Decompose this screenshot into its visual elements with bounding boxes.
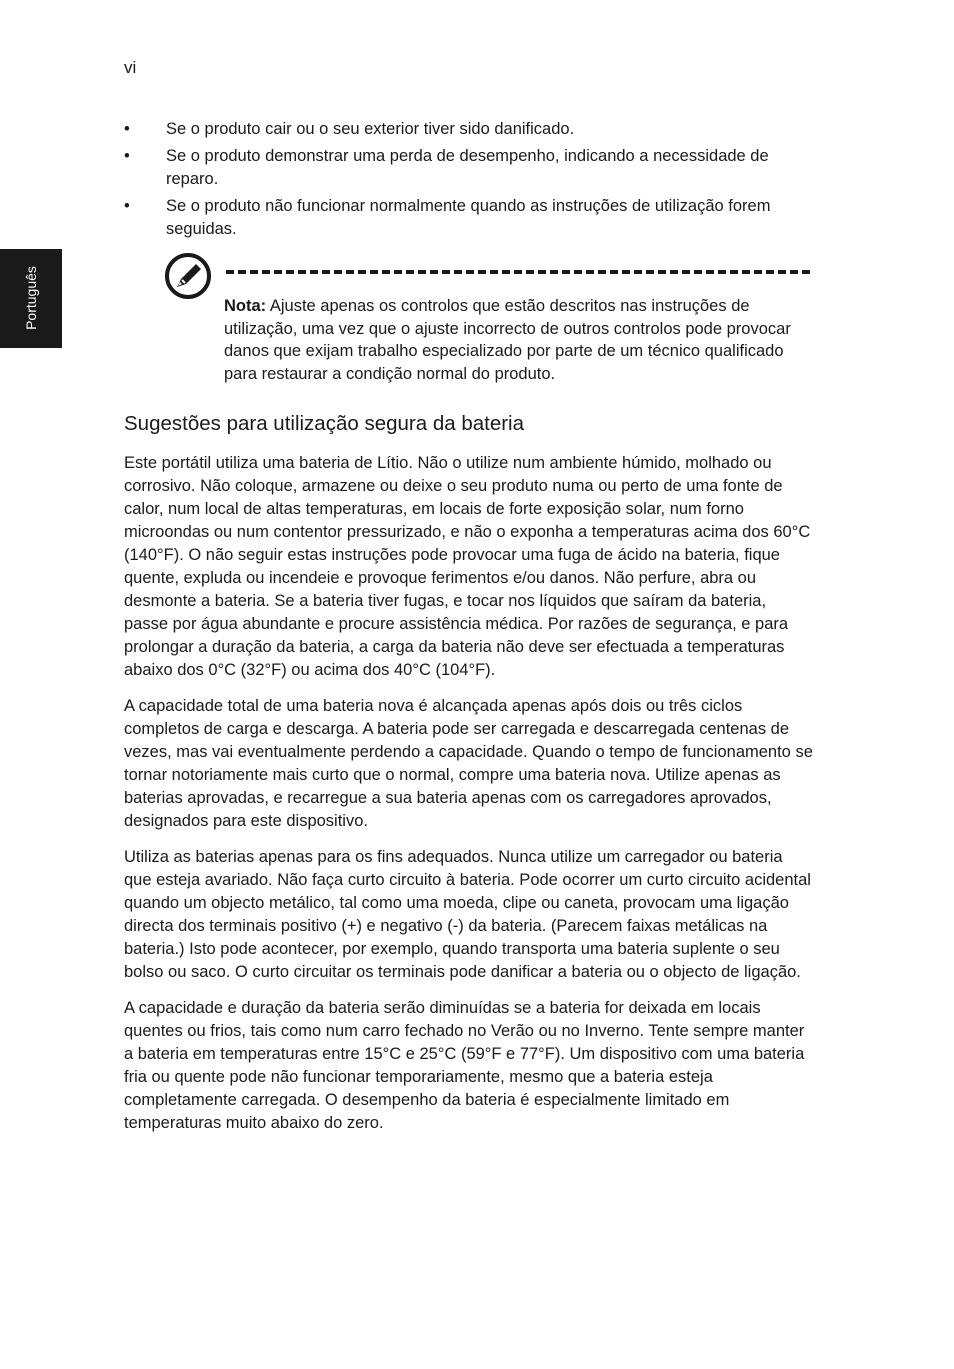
note-pen-icon: [164, 252, 212, 300]
list-item: [124, 195, 814, 241]
paragraph: A capacidade total de uma bateria nova é alcançada apenas após dois ou três ciclos completos de carga e descarga. A bateria pode ser carregada e descarregada centenas de vezes, mas vai eventualmente perdendo a capacidade. Quando o tempo de funcionamento se tornar notoriamente mais curto que o normal, compre uma bateria nova. Utilize apenas as baterias aprovadas, e recarregue a sua bateria apenas com os carregadores aprovados, designados para este dispositivo.: [124, 697, 813, 830]
paragraph: Este portátil utiliza uma bateria de Lítio. Não o utilize num ambiente húmido, molhado ou corrosivo. Não coloque, armazene ou deixe o seu produto numa ou perto de uma fonte de calor, num local de altas temperaturas, em locais de forte exposição solar, num forno microondas ou num contentor pressurizado, e não o exponha a temperaturas acima dos 60°C (140°F). O não seguir estas instruções pode provocar uma fuga de ácido na bateria, fique quente, expluda ou incendeie e provoque ferimentos e/ou danos. Não perfure, abra ou desmonte a bateria. Se a bateria tiver fugas, e tocar nos líquidos que saíram da bateria, passe por água abundante e procure assistência médica. Por razões de segurança, e para prolongar a duração da bateria, a carga da bateria não deve ser efectuada a temperaturas abaixo dos 0°C (32°F) ou acima dos 40°C (104°F).: [124, 454, 811, 679]
list-item: [124, 145, 814, 191]
language-tab-label: Português: [23, 266, 39, 330]
page-number: vi: [124, 58, 137, 77]
note-dashed-divider: [226, 270, 810, 274]
list-item: [124, 118, 814, 141]
bullet-marker: •: [124, 120, 130, 138]
list-item-text: Se o produto não funcionar normalmente quando as instruções de utilização forem seguidas.: [166, 197, 771, 238]
list-item-text: Se o produto demonstrar uma perda de desempenho, indicando a necessidade de reparo.: [166, 147, 769, 188]
bullet-marker: •: [124, 197, 130, 215]
section-body: [124, 452, 814, 1148]
paragraph: A capacidade e duração da bateria serão diminuídas se a bateria for deixada em locais quentes ou frios, tais como num carro fechado no Verão ou no Inverno. Tente sempre manter a bateria em temperaturas entre 15°C e 25°C (59°F e 77°F). Um dispositivo com uma bateria fria ou quente pode não funcionar temporariamente, mesmo que a bateria esteja completamente carregada. O desempenho da bateria é especialmente limitado em temperaturas muito abaixo do zero.: [124, 999, 805, 1132]
paragraph: Utiliza as baterias apenas para os fins adequados. Nunca utilize um carregador ou bateria que esteja avariado. Não faça curto circuito à bateria. Pode ocorrer um curto circuito acidental quando um objecto metálico, tal como uma moeda, clipe ou caneta, provocam uma ligação directa dos terminais positivo (+) e negativo (-) da bateria. (Parecem faixas metálicas na bateria.) Isto pode acontecer, por exemplo, quando transporta uma bateria suplente o seu bolso ou saco. O curto circuitar os terminais pode danificar a bateria ou o objecto de ligação.: [124, 848, 811, 981]
note-label: Nota:: [224, 297, 267, 315]
bullet-marker: •: [124, 147, 130, 165]
note-text: [224, 295, 804, 385]
note-body: Ajuste apenas os controlos que estão descritos nas instruções de utilização, uma vez que o ajuste incorrecto de outros controlos pode provocar danos que exijam trabalho especializado por parte de um técnico qualificado para restaurar a condição normal do produto.: [224, 297, 791, 383]
language-side-tab: [0, 249, 62, 348]
condition-bullet-list: [124, 118, 814, 245]
list-item-text: Se o produto cair ou o seu exterior tiver sido danificado.: [166, 120, 575, 138]
section-heading: Sugestões para utilização segura da bateria: [124, 412, 525, 435]
